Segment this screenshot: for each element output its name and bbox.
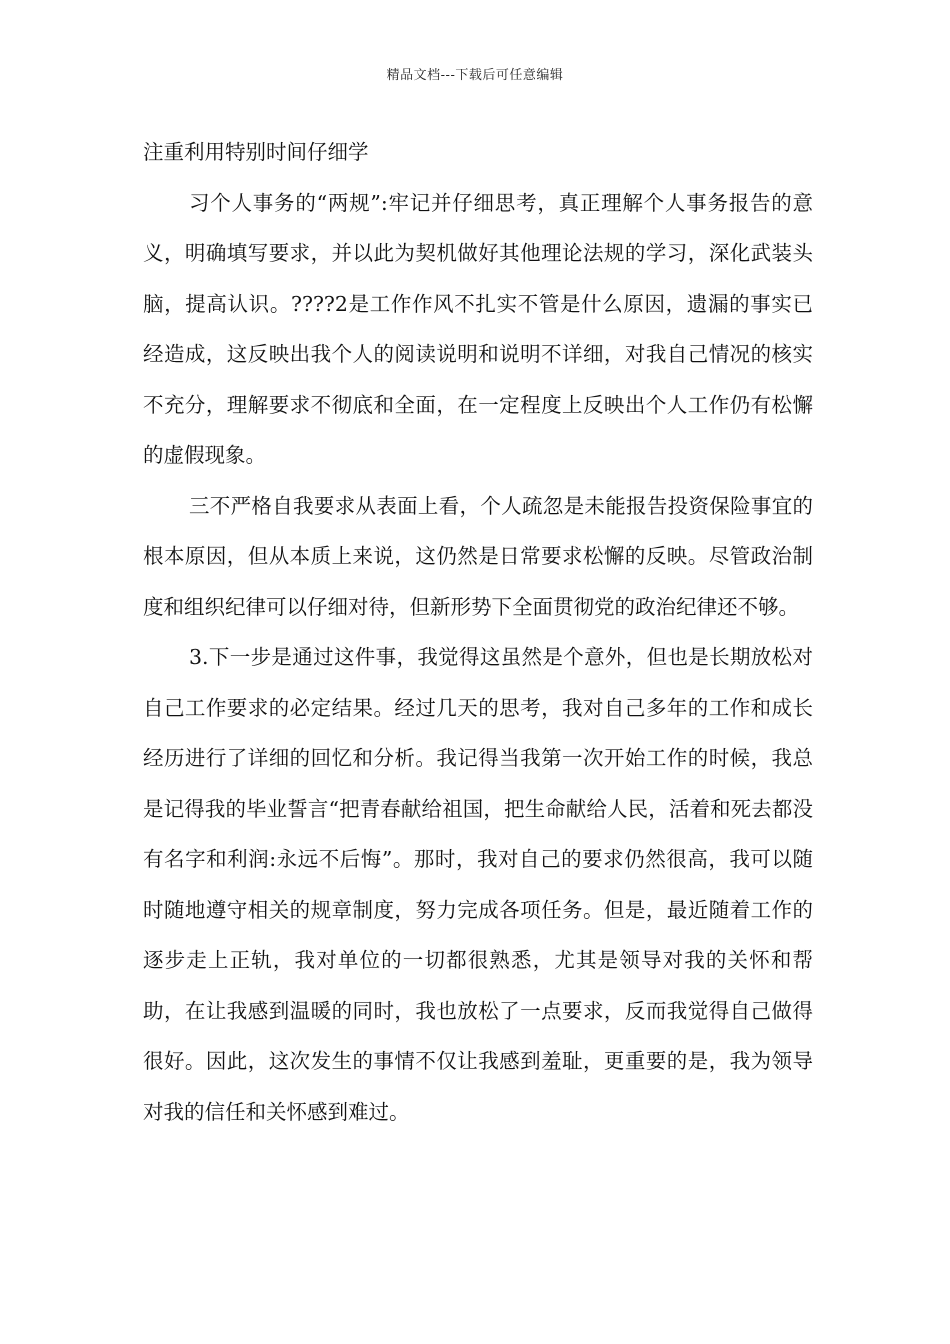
paragraph-2: 习个人事务的“两规”:牢记并仔细思考，真正理解个人事务报告的意义，明确填写要求，并以此为契机做好其他理论法规的学习，深化武装头脑，提高认识。????2是工作作风不扎实不管是什么原因，遗漏的事实已经造成，这反映出我个人的阅读说明和说明不详细，对我自己情况的核实不充分，理解要求不彻底和全面，在一定程度上反映出个人工作仍有松懈的虚假现象。 (143, 190, 813, 467)
page-header: 精品文档---下载后可任意编辑 (386, 68, 564, 83)
paragraph-3: 三不严格自我要求从表面上看，个人疏忽是未能报告投资保险事宜的根本原因，但从本质上来说，这仍然是日常要求松懈的反映。尽管政治制度和组织纪律可以仔细对待，但新形势下全面贯彻党的政治纪律还不够。 (143, 493, 813, 619)
document-body (143, 127, 813, 1137)
paragraph-4: 3.下一步是通过这件事，我觉得这虽然是个意外，但也是长期放松对自己工作要求的必定结果。经过几天的思考，我对自己多年的工作和成长经历进行了详细的回忆和分析。我记得当我第一次开始工作的时候，我总是记得我的毕业誓言“把青春献给祖国，把生命献给人民，活着和死去都没有名字和利润:永远不后悔”。那时，我对自己的要求仍然很高，我可以随时随地遵守相关的规章制度，努力完成各项任务。但是，最近随着工作的逐步走上正轨，我对单位的一切都很熟悉，尤其是领导对我的关怀和帮助，在让我感到温暖的同时，我也放松了一点要求，反而我觉得自己做得很好。因此，这次发生的事情不仅让我感到羞耻，更重要的是，我为领导对我的信任和关怀感到难过。 (143, 645, 813, 1124)
paragraph-1: 注重利用特别时间仔细学 (143, 140, 369, 164)
